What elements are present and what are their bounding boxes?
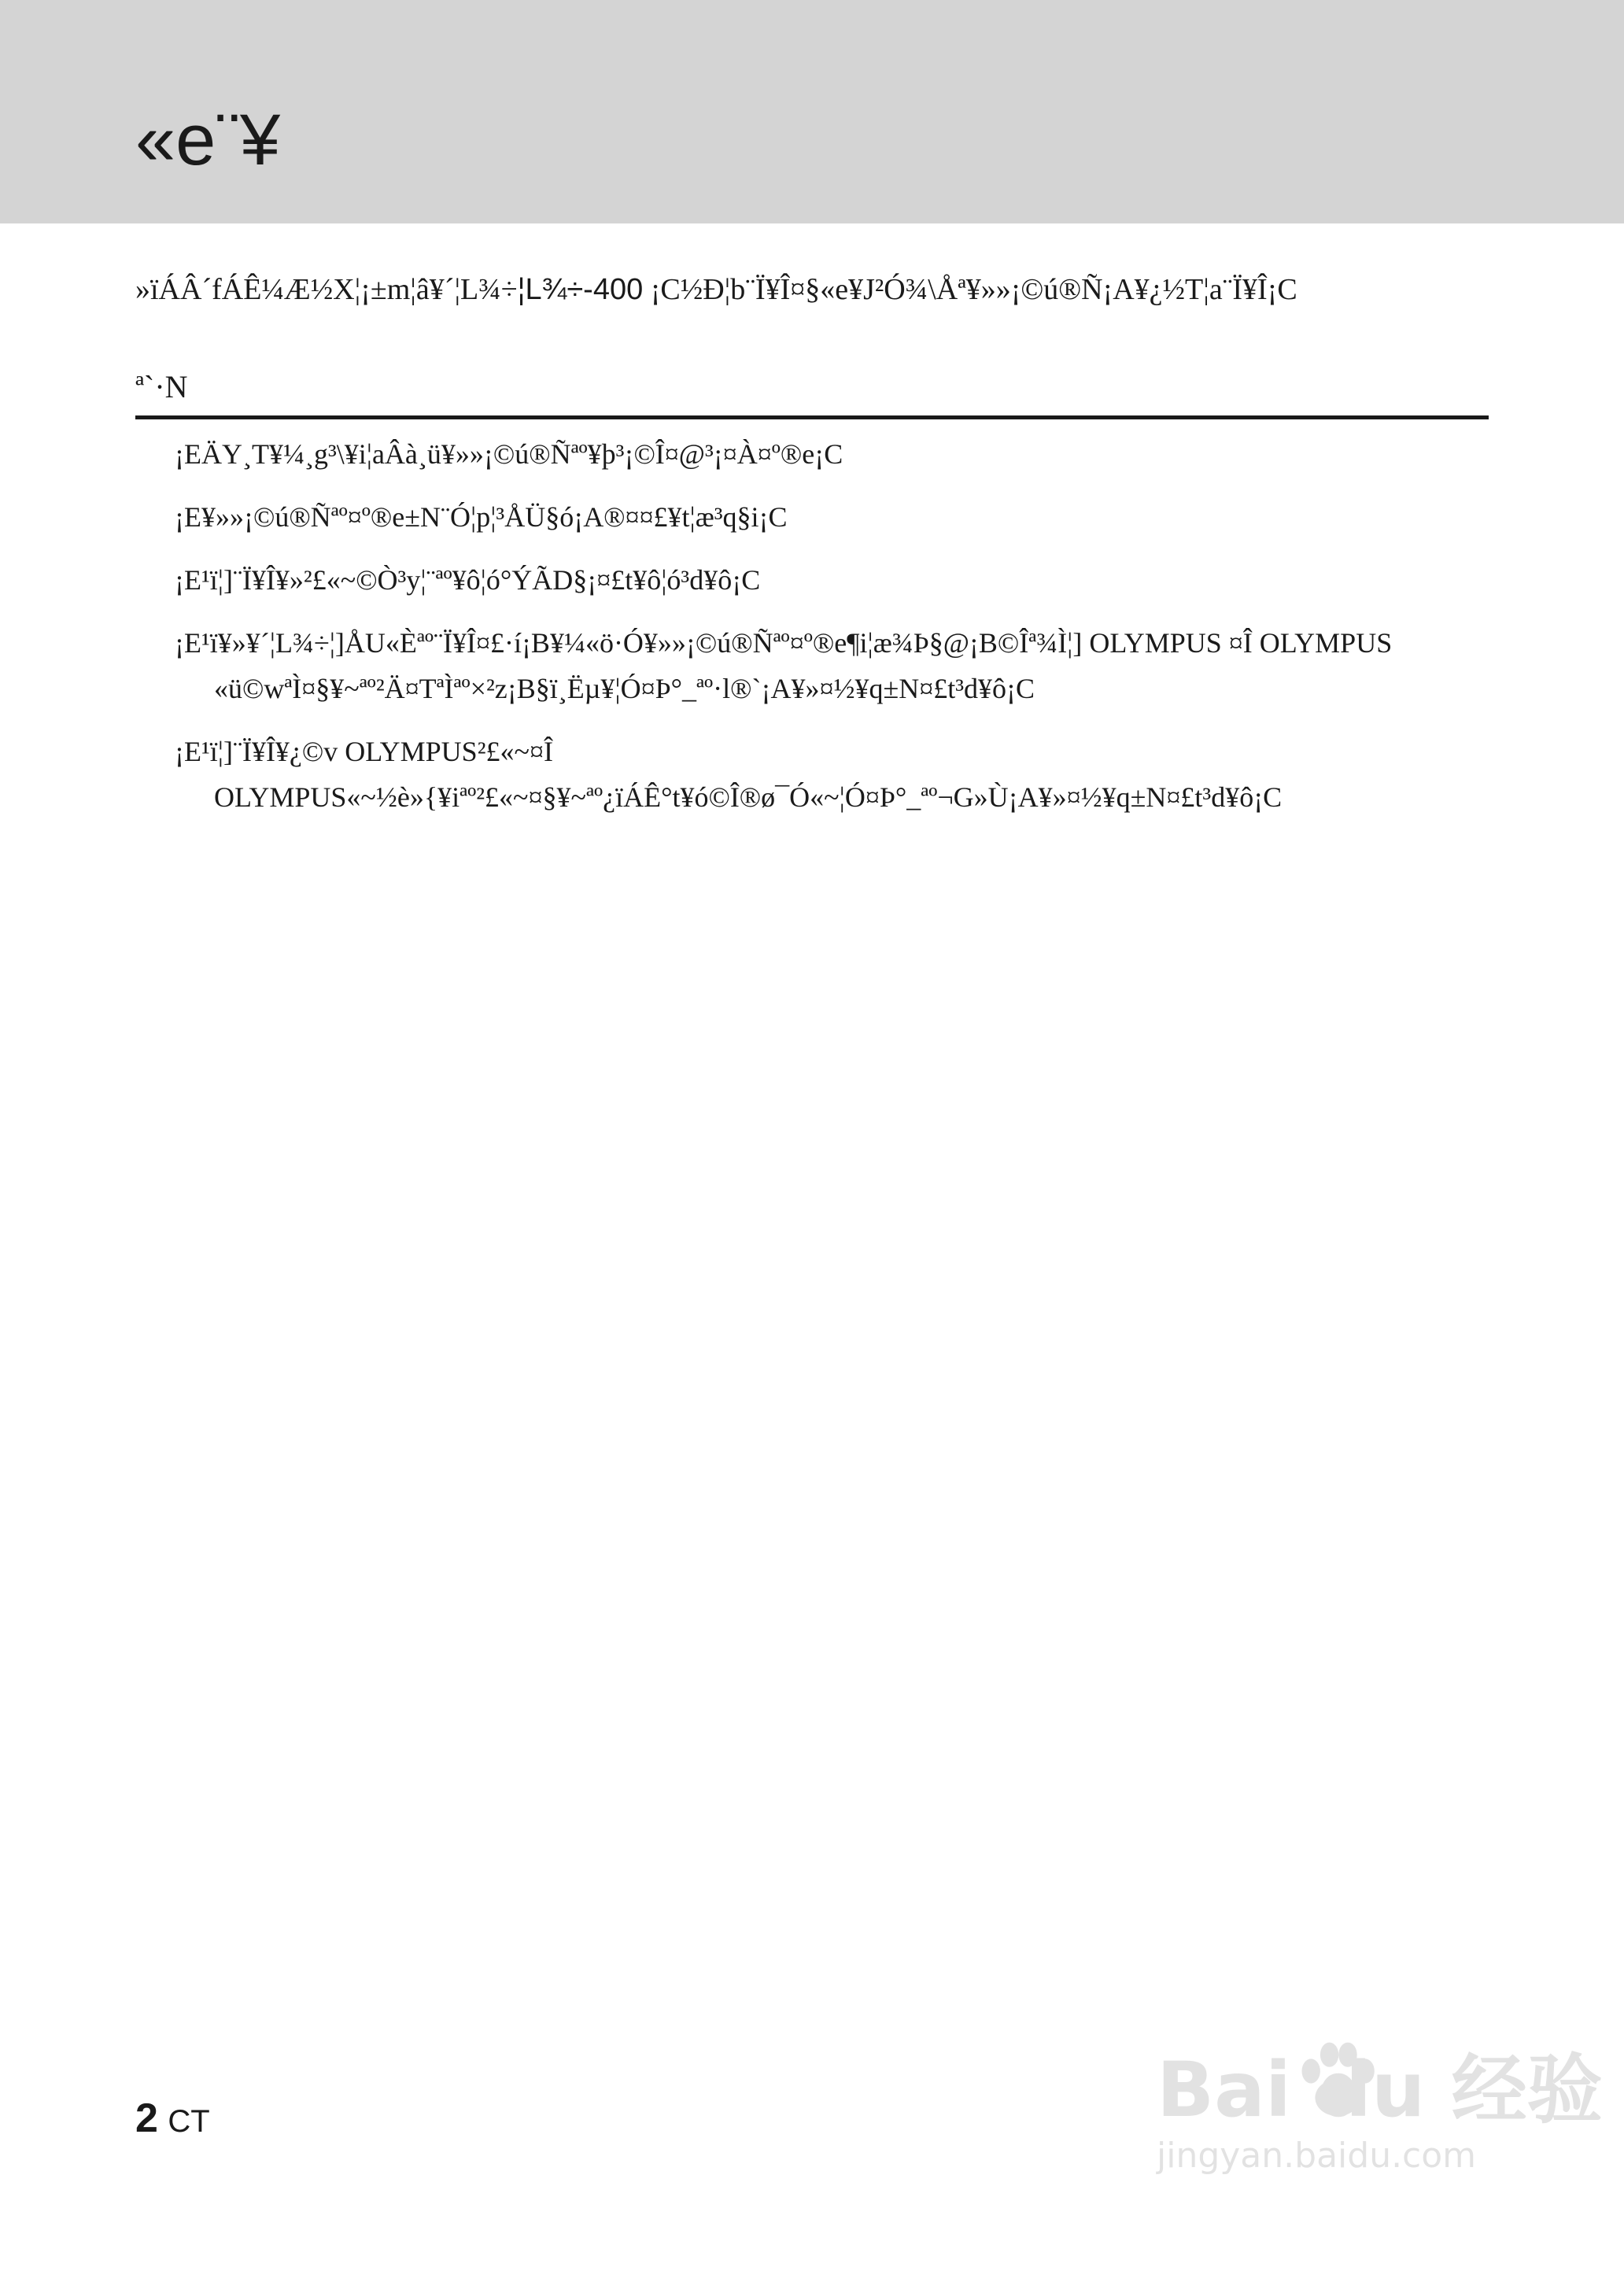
intro-paragraph [135, 268, 1489, 312]
note-text: ¡EÄY¸T¥¼¸g³\¥i¦aÂà¸ü¥»»¡©ú®Ñªº¥þ³¡©Î¤@³¡¤À¤º®e¡C [175, 438, 843, 470]
notes-list [175, 431, 1489, 837]
header-band [0, 0, 1624, 223]
page-code: CT [168, 2104, 210, 2139]
section-divider [135, 415, 1489, 419]
note-text: ¡E¹ï¦]¨Ï¥Î¥¿©v OLYMPUS²£«~¤Î OLYMPUS«~½è»{¥iªº²£«~¤§¥~ªº¿ïÁÊ°t¥ó©Î®ø¯Ó«~¦Ó¤Þ°_ªº¬G»Ù¡A¥»¤½¥q±N¤£t³d¥ô¡C [175, 736, 1283, 813]
section-heading: ª`·N [135, 369, 188, 404]
baidu-watermark [1157, 2030, 1603, 2211]
note-item [175, 494, 1489, 540]
note-text: ¡E¹ï¦]¨Ï¥Î¥»²£«~©Ò³y¦¨ªº¥ô¦ó°ÝÃD§¡¤£t¥ô¦ó³d¥ô¡C [175, 564, 761, 596]
watermark-logo: Bai du 经验 [1157, 2046, 1603, 2134]
page-title: «e¨¥ [135, 100, 281, 180]
note-item [175, 557, 1489, 603]
note-item [175, 431, 1489, 477]
page-number: 2 [135, 2095, 158, 2141]
watermark-url: jingyan.baidu.com [1157, 2136, 1477, 2176]
page-footer [135, 2095, 210, 2152]
note-text: ¡E¥»»¡©ú®Ñªº¤º®e±N¨Ó¦p¦³ÅÜ§ó¡A®¤¤£¥t¦æ³q§i¡C [175, 501, 788, 533]
note-text: ¡E¹ï¥»¥´¦L¾÷¦]ÅU«Èªº¨Ï¥Î¤£·í¡B¥¼«ö·Ó¥»»¡©ú®Ñªº¤º®e¶i¦æ¾Þ§@¡B©Îª¾Ì¦] OLYMPUS ¤Î OLYMPUS «ü©wªÌ¤§¥~ªº²Ä¤TªÌªº×²z¡B§ï¸Ëµ¥¦Ó¤Þ°_ªº·l®`¡A¥»¤½¥q±N¤£t³d¥ô¡C [175, 627, 1393, 704]
note-item [175, 729, 1489, 820]
paw-icon [1286, 2030, 1389, 2132]
intro-text-part-2: ¦L¾÷-400 [517, 273, 644, 306]
intro-text-part-1: »ïÁÂ´fÁÊ¼Æ½X¦¡±m¦â¥´¦L¾÷ [135, 273, 518, 306]
note-item [175, 620, 1489, 711]
intro-text-part-3: ¡C½Ð¦b¨Ï¥Î¤§«e¥J²Ó¾\Åª¥»»¡©ú®Ñ¡A¥¿½T¦a¨Ï¥Î¡C [643, 273, 1297, 306]
